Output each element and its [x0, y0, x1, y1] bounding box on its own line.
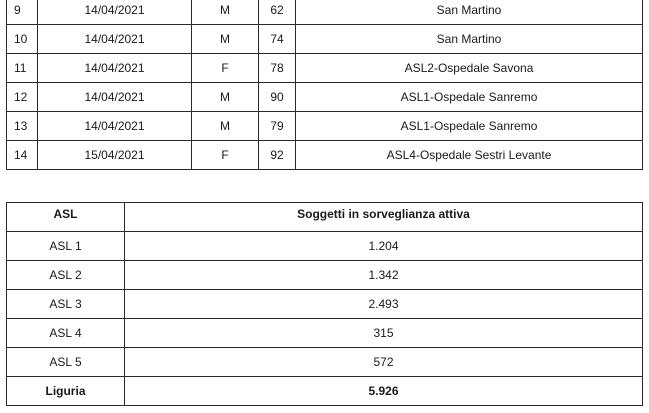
table-row	[7, 112, 643, 141]
asl-name: ASL 1	[7, 232, 125, 261]
subjects-column-header: Soggetti in sorveglianza attiva	[125, 203, 643, 232]
asl-name: ASL 3	[7, 290, 125, 319]
asl-name: ASL 2	[7, 261, 125, 290]
case-place: ASL4-Ospedale Sestri Levante	[296, 141, 643, 170]
case-sex: F	[192, 141, 259, 170]
subjects-count: 315	[125, 319, 643, 348]
surveillance-table	[6, 202, 643, 406]
case-sex: F	[192, 54, 259, 83]
table-row	[7, 348, 643, 377]
case-place: ASL1-Ospedale Sanremo	[296, 112, 643, 141]
case-number: 14	[7, 141, 38, 170]
table-row	[7, 25, 643, 54]
cases-table	[6, 0, 643, 170]
subjects-count: 572	[125, 348, 643, 377]
table-row	[7, 0, 643, 25]
subjects-count: 2.493	[125, 290, 643, 319]
subjects-count: 1.204	[125, 232, 643, 261]
case-place: ASL1-Ospedale Sanremo	[296, 83, 643, 112]
table-row	[7, 54, 643, 83]
table-row	[7, 319, 643, 348]
case-date: 14/04/2021	[38, 54, 192, 83]
case-sex: M	[192, 112, 259, 141]
table-row	[7, 232, 643, 261]
case-age: 78	[259, 54, 296, 83]
case-date: 15/04/2021	[38, 141, 192, 170]
asl-name: ASL 5	[7, 348, 125, 377]
case-number: 12	[7, 83, 38, 112]
case-sex: M	[192, 0, 259, 25]
case-number: 13	[7, 112, 38, 141]
table-row	[7, 261, 643, 290]
case-date: 14/04/2021	[38, 25, 192, 54]
total-row	[7, 377, 643, 406]
case-age: 74	[259, 25, 296, 54]
case-place: ASL2-Ospedale Savona	[296, 54, 643, 83]
case-sex: M	[192, 83, 259, 112]
case-place: San Martino	[296, 25, 643, 54]
asl-column-header: ASL	[7, 203, 125, 232]
case-sex: M	[192, 25, 259, 54]
asl-name: ASL 4	[7, 319, 125, 348]
case-date: 14/04/2021	[38, 0, 192, 25]
table-row	[7, 141, 643, 170]
case-age: 79	[259, 112, 296, 141]
case-age: 62	[259, 0, 296, 25]
case-age: 90	[259, 83, 296, 112]
subjects-count: 1.342	[125, 261, 643, 290]
case-date: 14/04/2021	[38, 112, 192, 141]
case-number: 9	[7, 0, 38, 25]
case-age: 92	[259, 141, 296, 170]
table-header-row	[7, 203, 643, 232]
case-number: 10	[7, 25, 38, 54]
total-count: 5.926	[125, 377, 643, 406]
total-label: Liguria	[7, 377, 125, 406]
case-date: 14/04/2021	[38, 83, 192, 112]
table-row	[7, 290, 643, 319]
case-place: San Martino	[296, 0, 643, 25]
table-row	[7, 83, 643, 112]
case-number: 11	[7, 54, 38, 83]
